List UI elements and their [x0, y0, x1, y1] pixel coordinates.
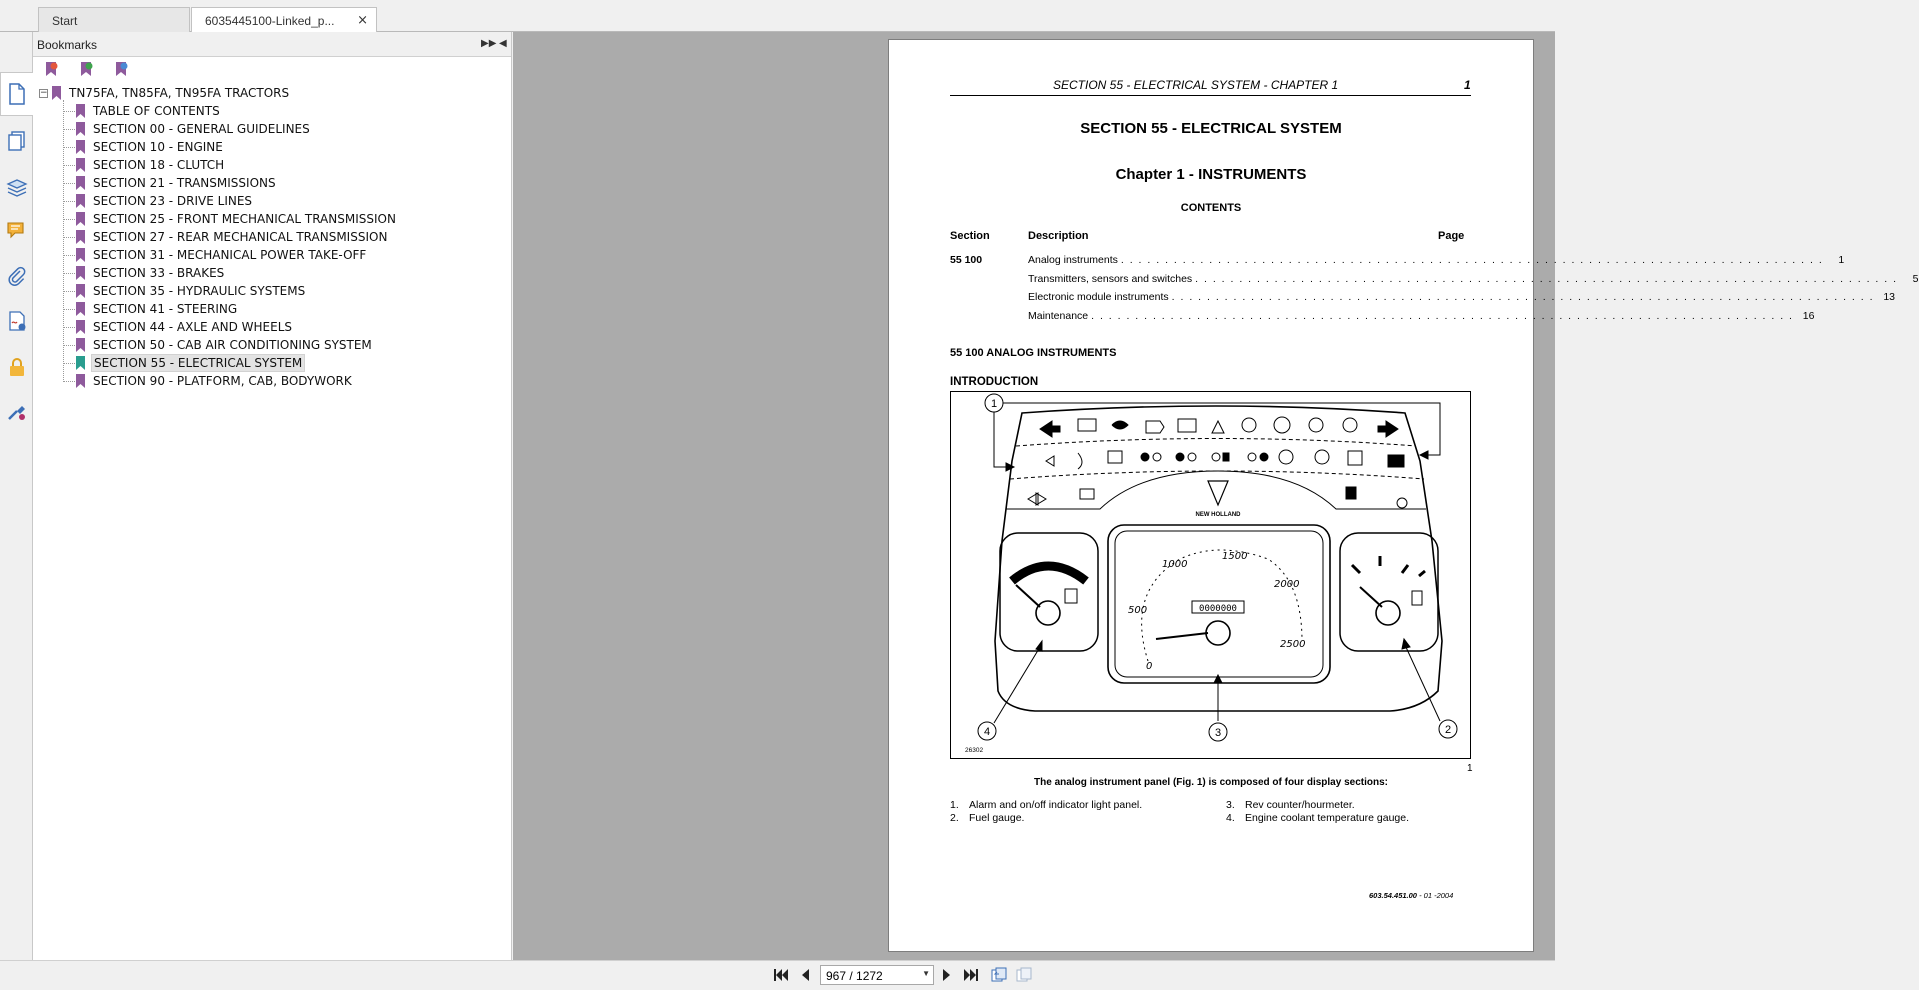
bookmark-item[interactable] — [76, 138, 225, 156]
bookmark-icon — [76, 374, 85, 388]
callout-1: 1 — [990, 398, 998, 410]
bookmark-item-label: SECTION 18 - CLUTCH — [93, 158, 225, 172]
tab-start[interactable] — [38, 7, 190, 32]
tree-guide-branch — [63, 345, 75, 346]
bookmark-icon — [76, 320, 85, 334]
toc-description: Transmitters, sensors and switches — [1028, 273, 1193, 285]
bookmark-item-label: SECTION 33 - BRAKES — [93, 266, 225, 280]
first-page-icon[interactable] — [772, 966, 790, 984]
footer — [1369, 891, 1453, 900]
footer-date: - 01 -2004 — [1419, 891, 1454, 900]
layers-icon[interactable] — [4, 174, 30, 200]
document-page — [888, 39, 1919, 952]
tree-guide-branch — [63, 129, 75, 130]
bookmark-icon — [76, 140, 85, 154]
bookmark-icon — [76, 302, 85, 316]
bookmark-item-label: SECTION 90 - PLATFORM, CAB, BODYWORK — [93, 374, 352, 388]
bookmark-item[interactable] — [76, 246, 368, 264]
bookmark-item[interactable] — [76, 174, 278, 192]
tree-guide-line — [63, 100, 64, 382]
odometer-readout: 0000000 — [1199, 604, 1237, 614]
toc-page-number: 13 — [1883, 291, 1895, 303]
bookmark-icon — [76, 104, 85, 118]
previous-view-icon[interactable] — [990, 966, 1008, 984]
toc-description: Analog instruments — [1028, 254, 1118, 266]
toc-leader-dots: . . . . . . . . . . . . . . . . . . . . . . . . . . . . . . . . . . . . . . . . . . . . . . . . . . . . . . . . . . . . . . . . . . . . . . . . . . . . . . . . — [1195, 273, 1898, 285]
bookmark-item[interactable] — [76, 192, 254, 210]
previous-page-icon[interactable] — [796, 966, 814, 984]
bookmark-icon — [76, 212, 85, 226]
find-bookmark-icon[interactable] — [113, 61, 129, 77]
bookmark-icon — [76, 266, 85, 280]
heading-introduction: INTRODUCTION — [950, 376, 1039, 388]
bookmark-item[interactable] — [76, 156, 226, 174]
security-lock-icon[interactable] — [4, 354, 30, 380]
bookmarks-panel — [33, 32, 512, 960]
instrument-panel-figure — [950, 391, 1471, 759]
rpm-label-1500: 1500 — [1222, 551, 1248, 562]
callout-3: 3 — [1214, 727, 1222, 739]
bookmark-root-label: TN75FA, TN85FA, TN95FA TRACTORS — [69, 86, 290, 100]
page-navigation-bar — [0, 960, 1555, 990]
bookmark-item-label: SECTION 10 - ENGINE — [93, 140, 223, 154]
side-tool-rail — [0, 32, 33, 960]
comments-icon[interactable] — [4, 218, 30, 244]
bookmark-item-label: SECTION 55 - ELECTRICAL SYSTEM — [91, 354, 305, 372]
bookmark-icon — [76, 248, 85, 262]
tree-guide-branch — [63, 219, 75, 220]
bookmarks-title: Bookmarks — [37, 38, 98, 52]
toc-row[interactable] — [1028, 273, 1919, 287]
bookmark-item-label: SECTION 27 - REAR MECHANICAL TRANSMISSION — [93, 230, 388, 244]
brand-label: NEW HOLLAND — [1195, 512, 1241, 518]
bookmark-icon — [76, 158, 85, 172]
bookmark-item[interactable] — [76, 354, 305, 372]
bookmark-item[interactable] — [76, 372, 354, 390]
chevron-down-icon[interactable]: ▼ — [922, 969, 930, 978]
bookmark-item-label: SECTION 35 - HYDRAULIC SYSTEMS — [93, 284, 306, 298]
bookmark-item[interactable] — [76, 264, 226, 282]
bookmark-root[interactable] — [39, 84, 291, 102]
document-viewer[interactable] — [513, 32, 1919, 960]
heading-analog: 55 100 ANALOG INSTRUMENTS — [950, 347, 1117, 359]
bookmark-item-label: TABLE OF CONTENTS — [93, 104, 220, 118]
list-num-2: 2. — [950, 812, 959, 824]
toc-row[interactable] — [1028, 254, 1845, 268]
bookmark-icon — [76, 122, 85, 136]
list-text-4: Engine coolant temperature gauge. — [1245, 812, 1410, 824]
list-text-3: Rev counter/hourmeter. — [1245, 799, 1355, 811]
toc-description: Electronic module instruments — [1028, 291, 1169, 303]
bookmark-item-label: SECTION 00 - GENERAL GUIDELINES — [93, 122, 310, 136]
toc-section-code: 55 100 — [950, 254, 983, 266]
tree-guide-branch — [63, 165, 75, 166]
list-num-1: 1. — [950, 799, 959, 811]
bookmark-icon — [76, 338, 85, 352]
add-bookmark-icon[interactable] — [78, 61, 94, 77]
tree-guide-branch — [63, 237, 75, 238]
tab-bar — [0, 0, 1555, 32]
col-description-header: Description — [1028, 230, 1089, 242]
footer-code: 603.54.451.00 — [1369, 891, 1417, 900]
bookmark-icon — [76, 194, 85, 208]
tab-start-label: Start — [52, 14, 78, 28]
toc-row[interactable] — [1028, 291, 1895, 305]
bookmarks-header — [33, 32, 511, 57]
figure-number: 1 — [1467, 763, 1473, 774]
rpm-label-2000: 2000 — [1274, 579, 1300, 590]
col-page-header: Page — [1438, 230, 1465, 242]
next-page-icon[interactable] — [938, 966, 956, 984]
tree-guide-branch — [63, 183, 75, 184]
tree-guide-branch — [63, 381, 75, 382]
col-section-header: Section — [950, 230, 990, 242]
figure-ref: 26302 — [965, 747, 984, 754]
bookmark-item-label: SECTION 50 - CAB AIR CONDITIONING SYSTEM — [93, 338, 372, 352]
signature-icon[interactable] — [4, 308, 30, 334]
toc-description: Maintenance — [1028, 310, 1089, 322]
list-text-1: Alarm and on/off indicator light panel. — [969, 799, 1143, 811]
tree-guide-branch — [63, 291, 75, 292]
delete-bookmark-icon[interactable] — [43, 61, 59, 77]
next-view-icon[interactable] — [1015, 966, 1033, 984]
callout-2: 2 — [1444, 724, 1452, 736]
page-thumbnail-icon[interactable] — [0, 72, 33, 116]
bookmark-item[interactable] — [76, 300, 239, 318]
tree-guide-branch — [63, 111, 75, 112]
page-number-value: 967 / 1272 — [826, 969, 883, 983]
pages-icon[interactable] — [4, 128, 30, 154]
tree-guide-branch — [63, 273, 75, 274]
bookmark-icon — [52, 86, 61, 100]
bookmark-item[interactable] — [76, 210, 398, 228]
header-page-number: 1 — [1464, 78, 1471, 92]
close-tab-icon[interactable]: × — [357, 13, 368, 28]
bookmark-item-label: SECTION 23 - DRIVE LINES — [93, 194, 253, 208]
bookmark-item-label: SECTION 44 - AXLE AND WHEELS — [93, 320, 293, 334]
bookmark-icon — [76, 230, 85, 244]
tree-expander-icon[interactable]: − — [40, 87, 48, 98]
tree-guide-branch — [63, 309, 75, 310]
tab-document[interactable] — [191, 7, 377, 33]
callout-4: 4 — [983, 726, 991, 738]
toc-leader-dots: . . . . . . . . . . . . . . . . . . . . . . . . . . . . . . . . . . . . . . . . . . . . . . . . . . . . . . . . . . . . . . . . . . . . . . . . . . . . . . . . — [1171, 291, 1874, 303]
toc-leader-dots: . . . . . . . . . . . . . . . . . . . . . . . . . . . . . . . . . . . . . . . . . . . . . . . . . . . . . . . . . . . . . . . . . . . . . . . . . . . . . . . . — [1120, 254, 1824, 266]
page-number-input[interactable] — [820, 965, 934, 985]
tree-guide-branch — [63, 255, 75, 256]
header-rule — [950, 95, 1471, 96]
bookmark-item[interactable] — [76, 228, 389, 246]
tree-guide-branch — [63, 327, 75, 328]
toc-page-number: 16 — [1802, 310, 1815, 322]
bookmark-item[interactable] — [76, 102, 222, 120]
tree-guide-branch — [63, 363, 75, 364]
rpm-label-1000: 1000 — [1162, 559, 1188, 570]
bookmark-item-label: SECTION 21 - TRANSMISSIONS — [93, 176, 276, 190]
tree-guide-branch — [63, 201, 75, 202]
list-num-4: 4. — [1226, 812, 1235, 824]
edit-tools-icon[interactable] — [4, 398, 30, 424]
collapse-panel-icon[interactable]: ◀ — [499, 38, 507, 49]
rpm-label-500: 500 — [1128, 605, 1148, 616]
running-header: SECTION 55 - ELECTRICAL SYSTEM - CHAPTER 1 — [1053, 78, 1339, 92]
figure-caption: The analog instrument panel (Fig. 1) is composed of four display sections: — [1034, 777, 1388, 788]
bookmark-icon — [76, 356, 85, 370]
bookmark-item[interactable] — [76, 336, 374, 354]
attachments-icon[interactable] — [4, 264, 30, 290]
section-title: SECTION 55 - ELECTRICAL SYSTEM — [1080, 120, 1342, 137]
toc-leader-dots: . . . . . . . . . . . . . . . . . . . . . . . . . . . . . . . . . . . . . . . . . . . . . . . . . . . . . . . . . . . . . . . . . . . . . . . . . . . . . . . . — [1091, 310, 1794, 322]
rpm-label-0: 0 — [1146, 661, 1153, 672]
bookmark-icon — [76, 284, 85, 298]
bookmark-item[interactable] — [76, 282, 307, 300]
last-page-icon[interactable] — [962, 966, 980, 984]
contents-label: CONTENTS — [1180, 202, 1242, 214]
bookmarks-toolbar — [33, 57, 511, 81]
list-text-2: Fuel gauge. — [969, 812, 1025, 824]
toc-page-number: 5 — [1912, 273, 1919, 285]
bookmark-item[interactable] — [76, 120, 312, 138]
toc-row[interactable] — [1028, 310, 1815, 324]
expand-panel-icon[interactable]: ▶▶ — [481, 38, 497, 49]
bookmark-icon — [76, 176, 85, 190]
list-num-3: 3. — [1226, 799, 1235, 811]
rpm-label-2500: 2500 — [1280, 639, 1306, 650]
chapter-title: Chapter 1 - INSTRUMENTS — [1115, 166, 1307, 183]
tree-guide-branch — [63, 147, 75, 148]
bookmark-item[interactable] — [76, 318, 294, 336]
bookmark-item-label: SECTION 41 - STEERING — [93, 302, 238, 316]
bookmark-item-label: SECTION 25 - FRONT MECHANICAL TRANSMISSION — [93, 212, 396, 226]
bookmark-item-label: SECTION 31 - MECHANICAL POWER TAKE-OFF — [93, 248, 367, 262]
tab-document-label: 6035445100-Linked_p... — [205, 14, 335, 28]
toc-page-number: 1 — [1838, 254, 1845, 266]
